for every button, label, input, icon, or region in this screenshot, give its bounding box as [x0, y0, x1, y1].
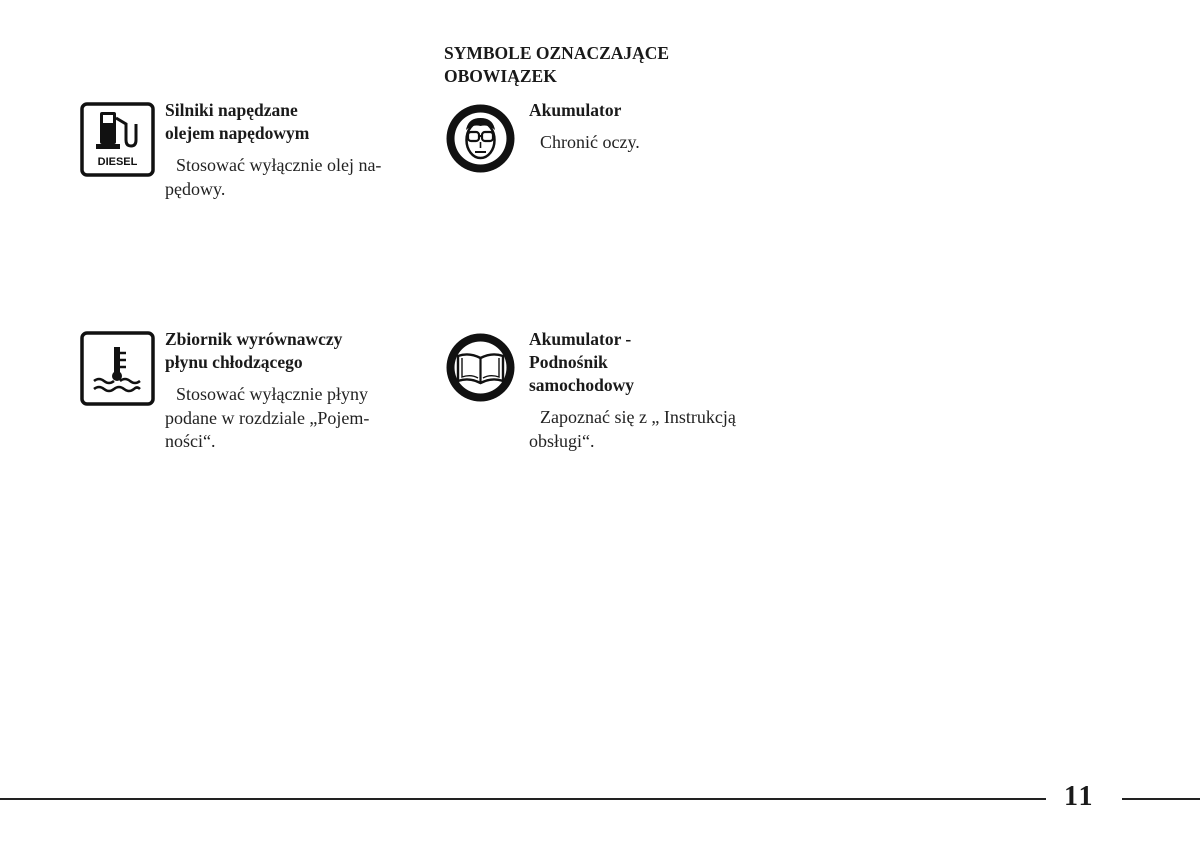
footer-rule-left: [0, 798, 1046, 800]
coolant-temperature-icon: [80, 331, 155, 406]
footer-rule-right: [1122, 798, 1200, 800]
section-heading: SYMBOLE OZNACZAJĄCE OBOWIĄZEK: [444, 43, 670, 86]
item-battery-jack: [529, 328, 779, 453]
item-diesel: [165, 99, 400, 201]
diesel-icon-label: DIESEL: [97, 156, 138, 168]
item-diesel-text: Stosować wyłącznie olej na- pędowy.: [165, 155, 382, 199]
item-battery-jack-title: Akumulator - Podnośnik samochodowy: [529, 329, 635, 395]
item-coolant: [165, 328, 405, 454]
item-battery-eyes-text: Chronić oczy.: [540, 132, 640, 152]
item-coolant-title: Zbiornik wyrównawczy płynu chłodzącego: [165, 329, 343, 372]
item-coolant-text: Stosować wyłącznie płyny podane w rozdziale „Pojem- ności“.: [165, 384, 370, 451]
page-number: 11: [1064, 781, 1095, 812]
item-battery-eyes-title: Akumulator: [529, 100, 622, 120]
item-battery-eyes: [529, 99, 769, 155]
goggles-face-icon: [444, 102, 517, 175]
instruction-book-icon: [444, 331, 517, 404]
item-battery-jack-text: Zapoznać się z „ Instrukcją obsługi“.: [529, 407, 736, 451]
item-diesel-title: Silniki napędzane olejem napędowym: [165, 100, 310, 143]
diesel-fuel-pump-icon: [80, 102, 155, 177]
